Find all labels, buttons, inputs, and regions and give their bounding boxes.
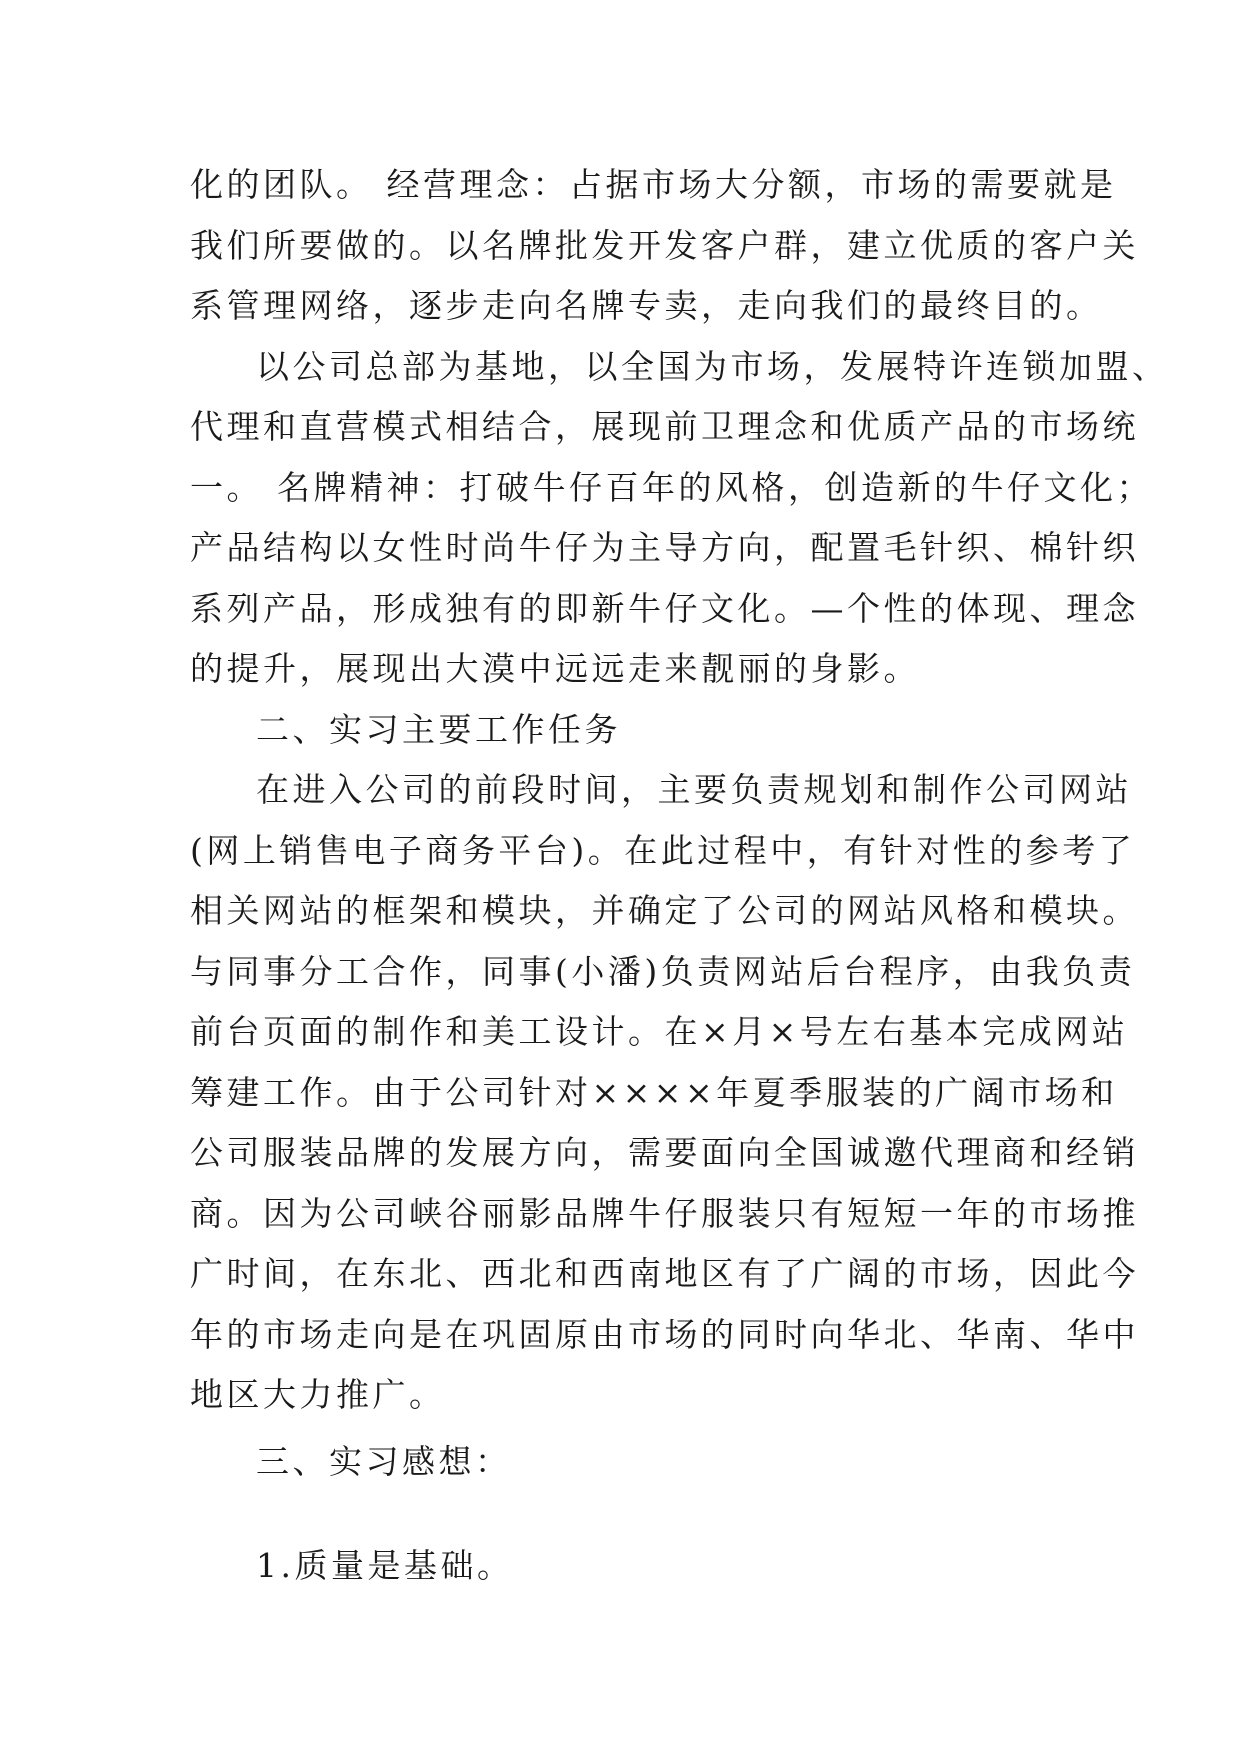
- paragraph-line: 以公司总部为基地，以全国为市场，发展特许连锁加盟、: [256, 346, 1169, 386]
- paragraph-line: 代理和直营模式相结合，展现前卫理念和优质产品的市场统: [190, 407, 1139, 446]
- paragraph-line: 在进入公司的前段时间，主要负责规划和制作公司网站: [256, 770, 1132, 809]
- document-body: [190, 155, 1169, 1597]
- paragraph-line: 系列产品，形成独有的即新牛仔文化。—个性的体现、理念: [190, 588, 1139, 628]
- paragraph-line: 地区大力推广。: [190, 1375, 446, 1414]
- paragraph-line: 系管理网络，逐步走向名牌专卖，走向我们的最终目的。: [190, 286, 1103, 325]
- paragraph-line: 商。因为公司峡谷丽影品牌牛仔服装只有短短一年的市场推: [190, 1193, 1139, 1233]
- paragraph-line: 一。 名牌精神：打破牛仔百年的风格，创造新的牛仔文化；: [190, 467, 1153, 507]
- paragraph-line: (网上销售电子商务平台)。在此过程中，有针对性的参考了: [190, 830, 1136, 870]
- section-heading: 二、实习主要工作任务: [256, 709, 621, 749]
- paragraph-line: 与同事分工合作，同事(小潘)负责网站后台程序，由我负责: [190, 951, 1136, 991]
- paragraph-line: 相关网站的框架和模块，并确定了公司的网站风格和模块。: [190, 891, 1139, 930]
- section-heading: 三、实习感想：: [256, 1441, 512, 1481]
- paragraph-line: 化的团队。 经营理念：占据市场大分额，市场的需要就是: [190, 165, 1117, 204]
- paragraph-line: 前台页面的制作和美工设计。在×月×号左右基本完成网站: [190, 1012, 1129, 1051]
- paragraph-line: 产品结构以女性时尚牛仔为主导方向，配置毛针织、棉针织: [190, 528, 1139, 567]
- paragraph-line: 年的市场走向是在巩固原由市场的同时向华北、华南、华中: [190, 1314, 1139, 1354]
- paragraph-line: 的提升，展现出大漠中远远走来靓丽的身影。: [190, 649, 920, 688]
- paragraph-line: 公司服装品牌的发展方向，需要面向全国诚邀代理商和经销: [190, 1133, 1139, 1172]
- paragraph-line: 筹建工作。由于公司针对××××年夏季服装的广阔市场和: [190, 1072, 1118, 1112]
- paragraph-line: 我们所要做的。以名牌批发开发客户群，建立优质的客户关: [190, 225, 1139, 265]
- subsection-heading: 1.质量是基础。: [256, 1546, 514, 1585]
- paragraph-line: 广时间，在东北、西北和西南地区有了广阔的市场，因此今: [190, 1254, 1139, 1293]
